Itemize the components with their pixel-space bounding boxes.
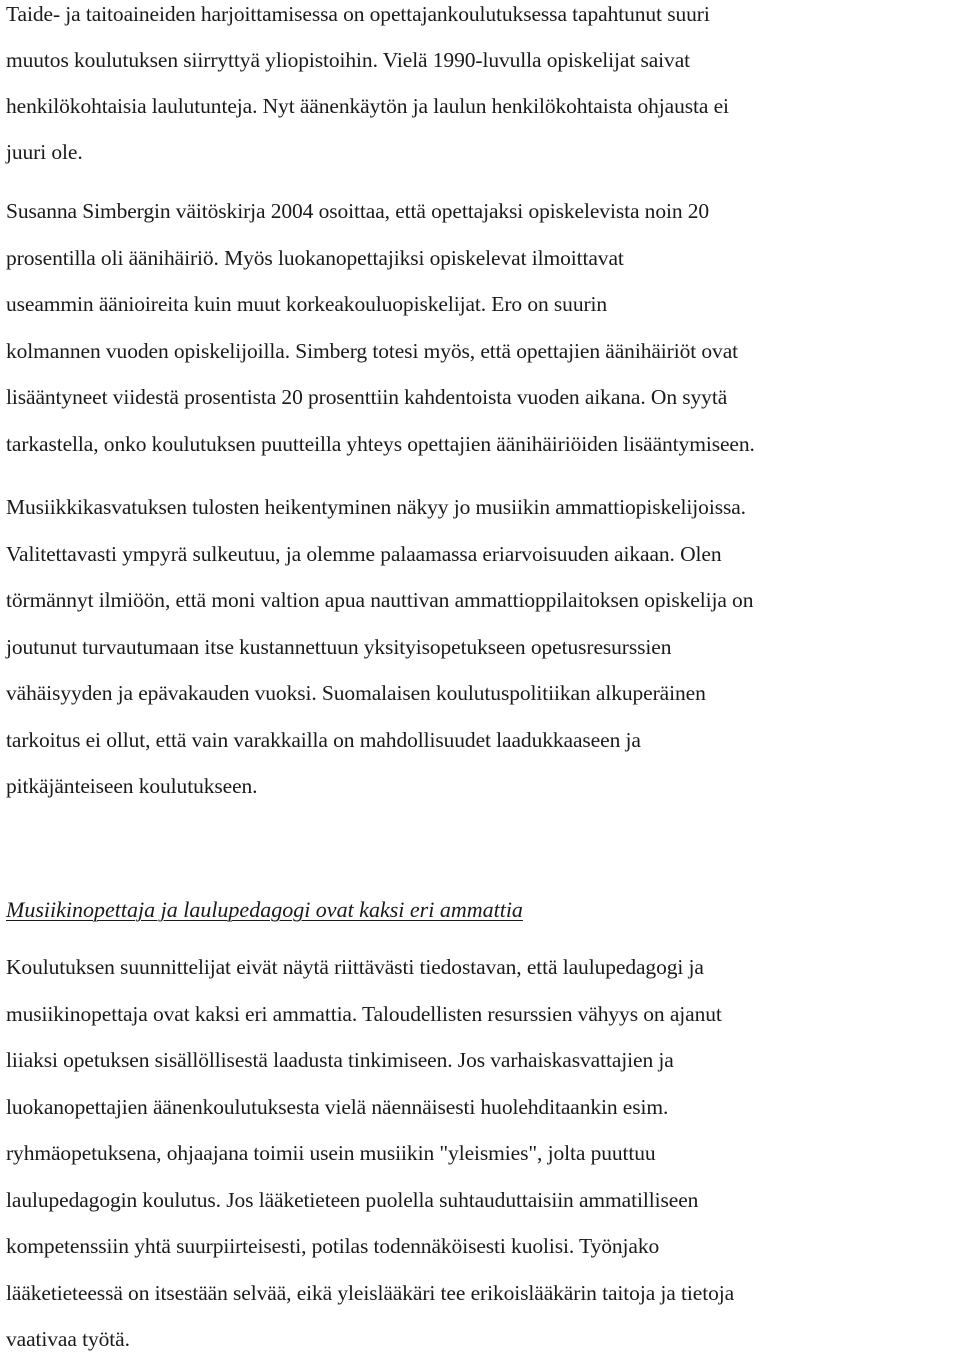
text-line: musiikinopettaja ovat kaksi eri ammattia. Taloudellisten resurssien vähyys on ajanut bbox=[6, 1001, 722, 1026]
text-line: prosentilla oli äänihäiriö. Myös luokanopettajiksi opiskelevat ilmoittavat bbox=[6, 245, 624, 270]
text-line: juuri ole. bbox=[6, 140, 83, 164]
text-line: Valitettavasti ympyrä sulkeutuu, ja olemme palaamassa eriarvoisuuden aikaan. Olen bbox=[6, 541, 722, 566]
text-line: vaativaa työtä. bbox=[6, 1327, 130, 1351]
text-line: henkilökohtaisia laulutunteja. Nyt äänenkäytön ja laulun henkilökohtaista ohjausta ei bbox=[6, 94, 729, 118]
text-line: Susanna Simbergin väitöskirja 2004 osoittaa, että opettajaksi opiskelevista noin 20 bbox=[6, 199, 710, 223]
text-line: vähäisyyden ja epävakauden vuoksi. Suomalaisen koulutuspolitiikan alkuperäinen bbox=[6, 681, 706, 705]
text-line: kolmannen vuoden opiskelijoilla. Simberg totesi myös, että opettajien äänihäiriöt ovat bbox=[6, 338, 739, 363]
paragraph-simberg-study bbox=[6, 188, 755, 467]
text-line: törmännyt ilmiöön, että moni valtion apua nauttivan ammattioppilaitoksen opiskelija on bbox=[6, 588, 754, 612]
text-line: tarkastella, onko koulutuksen puutteilla yhteys opettajien äänihäiriöiden lisääntymiseen. bbox=[6, 431, 755, 456]
text-line: lääketieteessä on itsestään selvää, eikä yleislääkäri tee erikoislääkärin taitoja ja tietoja bbox=[6, 1280, 735, 1305]
paragraph-music-education bbox=[6, 484, 753, 810]
text-line: laulupedagogin koulutus. Jos lääketieteen puolella suhtauduttaisiin ammatilliseen bbox=[6, 1187, 699, 1212]
text-line: useammin äänioireita kuin muut korkeakouluopiskelijat. Ero on suurin bbox=[6, 292, 608, 316]
paragraph-teacher-education bbox=[6, 0, 729, 175]
text-line: ryhmäopetuksena, ohjaajana toimii usein musiikin "yleismies", jolta puuttuu bbox=[6, 1141, 656, 1165]
text-line: pitkäjänteiseen koulutukseen. bbox=[6, 774, 258, 798]
paragraph-two-professions bbox=[6, 944, 734, 1363]
text-line: kompetenssiin yhtä suurpiirteisesti, potilas todennäköisesti kuolisi. Työnjako bbox=[6, 1234, 660, 1258]
text-line: tarkoitus ei ollut, että vain varakkailla on mahdollisuudet laadukkaaseen ja bbox=[6, 727, 641, 752]
text-line: Taide- ja taitoaineiden harjoittamisessa on opettajankoulutuksessa tapahtunut suuri bbox=[6, 2, 710, 26]
text-line: muutos koulutuksen siirryttyä yliopistoihin. Vielä 1990-luvulla opiskelijat saivat bbox=[6, 48, 691, 72]
text-line: liiaksi opetuksen sisällöllisestä laadusta tinkimiseen. Jos varhaiskasvattajien ja bbox=[6, 1048, 674, 1072]
text-line: Koulutuksen suunnittelijat eivät näytä riittävästi tiedostavan, että laulupedagogi ja bbox=[6, 955, 704, 979]
text-line: lisääntyneet viidestä prosentista 20 prosenttiin kahdentoista vuoden aikana. On syytä bbox=[6, 385, 728, 409]
text-line: luokanopettajien äänenkoulutuksesta vielä näennäisesti huolehditaankin esim. bbox=[6, 1094, 669, 1119]
text-line: joutunut turvautumaan itse kustannettuun yksityisopetukseen opetusresurssien bbox=[6, 634, 672, 659]
section-heading: Musiikinopettaja ja laulupedagogi ovat kaksi eri ammattia bbox=[6, 897, 523, 922]
text-line: Musiikkikasvatuksen tulosten heikentyminen näkyy jo musiikin ammattiopiskelijoissa. bbox=[6, 495, 746, 519]
